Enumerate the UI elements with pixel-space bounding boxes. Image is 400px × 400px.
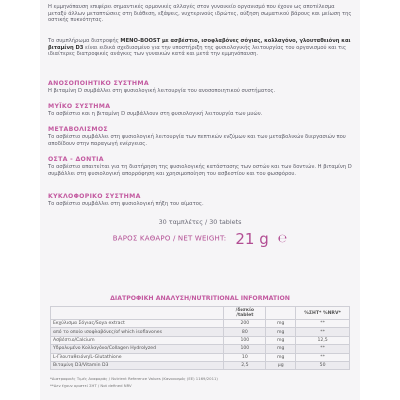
nutrition-title: ΔΙΑΤΡΟΦΙΚΗ ΑΝΑΛΥΣΗ/NUTRITIONAL INFORMATION <box>110 295 290 302</box>
tablet-count: 30 ταμπλέτες / 30 tablets <box>158 218 242 226</box>
section-heading-immune: ΑΝΟΣΟΠΟΙΗΤΙΚΟ ΣΥΣΤΗΜΑ <box>48 80 149 87</box>
section-text-immune: Η βιταμίνη D συμβάλλει στη φυσιολογική λειτουργία του ανοσοποιητικού συστήματος. <box>48 88 276 94</box>
footnote-not-defined: **Δεν έχουν οριστεί ΣΗΤ / Not defined NRV <box>50 383 132 388</box>
net-weight-label: ΒΑΡΟΣ ΚΑΘΑΡΟ / NET WEIGHT: <box>112 234 227 243</box>
unit: mg <box>266 328 296 336</box>
intro-text: Η εμμηνόπαυση επιφέρει σημαντικές ορμονικές αλλαγές στον γυναικείο οργανισμό που έχουν ως αποτέλεσμα μεταξύ άλλων μεταπτώσεις στη διάθεση, εξάψεις, νυχτερινούς ιδρώτες, αύξηση σωματικού βάρους και μείωση της οστικής πυκνότητας. <box>48 4 352 24</box>
amount: 10 <box>224 353 266 361</box>
header-unit <box>266 307 296 320</box>
section-heading-metabolism: ΜΕΤΑΒΟΛΙΣΜΟΣ <box>48 126 108 133</box>
table-row <box>51 336 350 344</box>
ingredient-name: Υδρολυμένο Κολλαγόνο/Collagen Hydrolyzed <box>51 345 224 353</box>
nrv-percent: ** <box>296 345 350 353</box>
table-row <box>51 328 350 336</box>
formula-paragraph <box>48 38 352 58</box>
formula-suffix: είναι ειδικά σχεδιασμένο για την υποστήριξη της φυσιολογικής λειτουργίας του οργανισμού και τις ιδιαίτερες διατροφικές ανάγκες των γυναικών κατά και μετά την εμμηνόπαυση. <box>48 44 347 58</box>
table-row <box>51 320 350 328</box>
footnote-nrv: *Διατροφικές Τιμές Αναφοράς / Nutrient Reference Values (Κανονισμός (ΕΕ) 1169/2011) <box>50 376 218 381</box>
estimated-sign: ℮ <box>277 232 288 245</box>
amount: 100 <box>224 336 266 344</box>
amount: 200 <box>224 320 266 328</box>
unit: mg <box>266 353 296 361</box>
unit: mg <box>266 345 296 353</box>
nutrition-table <box>50 306 350 370</box>
unit: mg <box>266 336 296 344</box>
ingredient-name: L-Γλουταθειόνη/L-Glutathione <box>51 353 224 361</box>
section-heading-bones: ΟΣΤΑ - ΔΟΝΤΙΑ <box>48 156 104 163</box>
ingredient-name: από το οποίο ισοφλαβόνες/of which isoflavones <box>51 328 224 336</box>
formula-prefix: Το συμπλήρωμα διατροφής <box>48 38 121 44</box>
section-text-circulatory: Το ασβέστιο συμβάλλει στη φυσιολογική πήξη του αίματος. <box>48 201 204 207</box>
table-row <box>51 353 350 361</box>
amount: 100 <box>224 345 266 353</box>
net-weight-value: 21 g <box>235 229 269 248</box>
product-back-panel <box>40 0 360 400</box>
nutrition-header-row <box>51 307 350 320</box>
section-heading-muscle: ΜΥΪΚΟ ΣΥΣΤΗΜΑ <box>48 103 111 110</box>
section-text-bones: Το ασβέστιο απαιτείται για τη διατήρηση της φυσιολογικής κατάστασης των οστών και των δοντιών. Η βιταμίνη D συμβάλλει στη φυσιολογική απορρόφηση και χρησιμοποίηση του ασβεστίου και του φωσφόρου. <box>48 164 352 177</box>
ingredient-name: Βιταμίνη D3/Vitamin D3 <box>51 361 224 369</box>
amount: 80 <box>224 328 266 336</box>
nrv-percent: ** <box>296 328 350 336</box>
section-text-muscle: Το ασβέστιο και η βιταμίνη D συμβάλλουν στη φυσιολογική λειτουργία των μυών. <box>48 111 263 117</box>
ingredient-name: Εκχύλισμα Σόγιας/Soya extract <box>51 320 224 328</box>
unit: µg <box>266 361 296 369</box>
table-row <box>51 361 350 369</box>
nrv-percent: 12,5 <box>296 336 350 344</box>
ingredient-name: Ασβέστιο/Calcium <box>51 336 224 344</box>
amount: 2,5 <box>224 361 266 369</box>
section-heading-circulatory: ΚΥΚΛΟΦΟΡΙΚΟ ΣΥΣΤΗΜΑ <box>48 193 141 200</box>
table-row <box>51 345 350 353</box>
nrv-percent: ** <box>296 353 350 361</box>
header-ingredient <box>51 307 224 320</box>
nrv-percent: ** <box>296 320 350 328</box>
header-per-tablet: /δισκίο /tablet <box>224 307 266 320</box>
intro-paragraph <box>48 4 352 24</box>
net-weight <box>40 228 360 248</box>
section-text-metabolism: Το ασβέστιο συμβάλλει στη φυσιολογική λειτουργία των πεπτικών ενζύμων και των μεταβολικών διεργασιών που αποδίδουν στην παραγωγή ενέργειας. <box>48 134 346 147</box>
formula-ingredients: MENO-BOOST με ασβέστιο, ισοφλαβόνες σόγιας, κολλαγόνο, γλουταθειόνη και βιταμίνη D3 <box>48 38 351 51</box>
header-nrv: %ΣΗΤ* %NRV* <box>296 307 350 320</box>
nrv-percent: 50 <box>296 361 350 369</box>
unit: mg <box>266 320 296 328</box>
